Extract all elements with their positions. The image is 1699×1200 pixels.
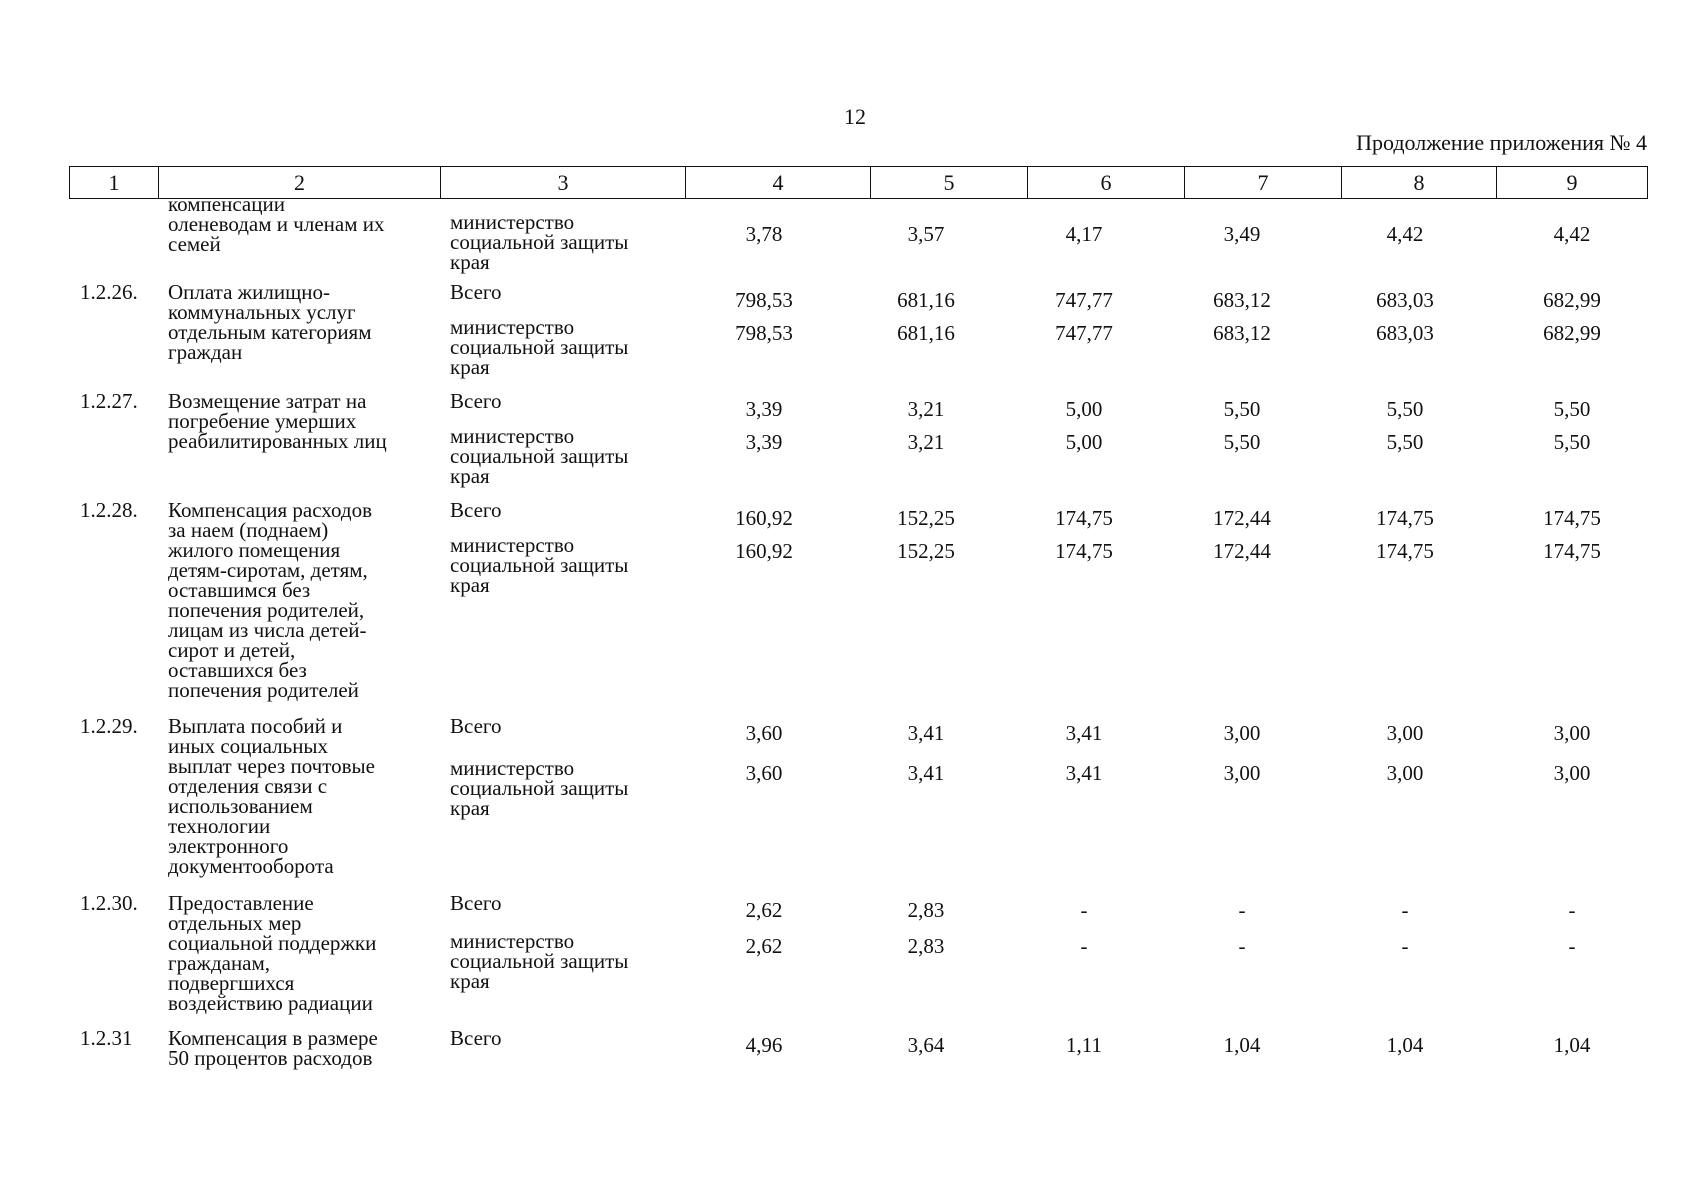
funding-value: 3,41 (1065, 721, 1103, 745)
funding-value: 5,00 (1065, 430, 1103, 454)
funding-value: 152,25 (897, 539, 955, 563)
funding-value: 5,00 (1065, 397, 1103, 421)
measure-name: Возмещение затрат на погребение умерших реабилитированных лиц (168, 389, 387, 453)
executor: Всего (450, 1026, 502, 1050)
funding-value: - (1401, 898, 1409, 922)
funding-value: 1,04 (1386, 1033, 1424, 1057)
funding-value: 4,42 (1553, 222, 1591, 246)
funding-value: 172,44 (1213, 506, 1271, 530)
funding-value: 3,64 (907, 1033, 945, 1057)
funding-value: 798,53 (735, 288, 793, 312)
measure-name: Компенсация расходов за наем (поднаем) жилого помещения детям-сиротам, детям, оставшимся без попечения родителей, лицам из числа детей- сирот и детей, оставшихся без попечения родителей (168, 498, 372, 702)
funding-value: 3,49 (1223, 222, 1261, 246)
column-number: 6 (1028, 167, 1185, 199)
funding-value: 172,44 (1213, 539, 1271, 563)
executor: министерство социальной защиты края (450, 424, 629, 488)
funding-value: 747,77 (1055, 321, 1113, 345)
column-number: 4 (686, 167, 871, 199)
funding-value: 1,04 (1553, 1033, 1591, 1057)
funding-value: 160,92 (735, 539, 793, 563)
column-number: 3 (441, 167, 686, 199)
funding-value: 681,16 (897, 288, 955, 312)
funding-value: 682,99 (1543, 321, 1601, 345)
funding-value: 3,60 (745, 761, 783, 785)
funding-value: - (1401, 934, 1409, 958)
funding-value: 3,00 (1223, 761, 1261, 785)
funding-value: 174,75 (1055, 539, 1113, 563)
funding-value: - (1238, 898, 1246, 922)
funding-value: - (1080, 898, 1088, 922)
executor: Всего (450, 891, 502, 915)
funding-value: 4,17 (1065, 222, 1103, 246)
funding-value: 3,00 (1553, 761, 1591, 785)
appendix-note: Продолжение приложения № 4 (1356, 130, 1647, 155)
funding-value: 3,00 (1553, 721, 1591, 745)
funding-value: 682,99 (1543, 288, 1601, 312)
funding-value: - (1568, 934, 1576, 958)
funding-value: 3,78 (745, 222, 783, 246)
funding-value: 2,62 (745, 934, 783, 958)
executor: Всего (450, 389, 502, 413)
funding-value: 174,75 (1376, 506, 1434, 530)
funding-value: 174,75 (1055, 506, 1113, 530)
funding-value: 681,16 (897, 321, 955, 345)
column-number: 5 (871, 167, 1028, 199)
funding-value: 2,83 (907, 934, 945, 958)
funding-value: 4,96 (745, 1033, 783, 1057)
funding-value: 683,03 (1376, 288, 1434, 312)
funding-value: - (1238, 934, 1246, 958)
measure-name: Компенсация в размере 50 процентов расходов (168, 1026, 378, 1070)
funding-value: 5,50 (1223, 430, 1261, 454)
funding-value: 5,50 (1223, 397, 1261, 421)
funding-value: 3,39 (745, 397, 783, 421)
measure-name: Выплата пособий и иных социальных выплат через почтовые отделения связи с использованием технологии электронного документооборота (168, 714, 375, 878)
funding-value: 683,03 (1376, 321, 1434, 345)
funding-value: 3,21 (907, 397, 945, 421)
funding-value: - (1568, 898, 1576, 922)
funding-value: 683,12 (1213, 288, 1271, 312)
executor: министерство социальной защиты края (450, 756, 629, 820)
row-number: 1.2.27. (80, 389, 138, 413)
funding-value: - (1080, 934, 1088, 958)
funding-value: 683,12 (1213, 321, 1271, 345)
measure-name: компенсации оленеводам и членам их семей (168, 192, 385, 256)
column-number: 1 (70, 167, 159, 199)
executor: министерство социальной защиты края (450, 210, 629, 274)
funding-value: 798,53 (735, 321, 793, 345)
funding-value: 160,92 (735, 506, 793, 530)
funding-value: 3,39 (745, 430, 783, 454)
executor: министерство социальной защиты края (450, 929, 629, 993)
funding-value: 3,00 (1386, 761, 1424, 785)
row-number: 1.2.31 (80, 1026, 133, 1050)
funding-value: 3,41 (1065, 761, 1103, 785)
column-number: 9 (1497, 167, 1648, 199)
funding-value: 1,11 (1066, 1033, 1102, 1057)
funding-value: 174,75 (1543, 539, 1601, 563)
funding-value: 3,57 (907, 222, 945, 246)
row-number: 1.2.29. (80, 714, 138, 738)
funding-value: 3,41 (907, 761, 945, 785)
funding-value: 174,75 (1543, 506, 1601, 530)
page-number: 12 (844, 104, 866, 129)
row-number: 1.2.28. (80, 498, 138, 522)
column-number: 8 (1342, 167, 1497, 199)
funding-value: 3,00 (1223, 721, 1261, 745)
funding-value: 5,50 (1553, 397, 1591, 421)
funding-value: 3,00 (1386, 721, 1424, 745)
funding-value: 1,04 (1223, 1033, 1261, 1057)
executor: министерство социальной защиты края (450, 315, 629, 379)
column-number: 2 (159, 167, 441, 199)
funding-value: 3,60 (745, 721, 783, 745)
column-number: 7 (1185, 167, 1342, 199)
funding-value: 2,62 (745, 898, 783, 922)
measure-name: Оплата жилищно- коммунальных услуг отдельным категориям граждан (168, 280, 372, 364)
funding-value: 4,42 (1386, 222, 1424, 246)
funding-value: 5,50 (1386, 430, 1424, 454)
executor: министерство социальной защиты края (450, 533, 629, 597)
measure-name: Предоставление отдельных мер социальной поддержки гражданам, подвергшихся воздействию радиации (168, 891, 377, 1015)
funding-value: 152,25 (897, 506, 955, 530)
funding-value: 3,21 (907, 430, 945, 454)
funding-value: 747,77 (1055, 288, 1113, 312)
funding-value: 3,41 (907, 721, 945, 745)
row-number: 1.2.30. (80, 891, 138, 915)
funding-value: 2,83 (907, 898, 945, 922)
funding-value: 5,50 (1386, 397, 1424, 421)
executor: Всего (450, 498, 502, 522)
funding-value: 5,50 (1553, 430, 1591, 454)
executor: Всего (450, 714, 502, 738)
row-number: 1.2.26. (80, 280, 138, 304)
executor: Всего (450, 280, 502, 304)
funding-value: 174,75 (1376, 539, 1434, 563)
